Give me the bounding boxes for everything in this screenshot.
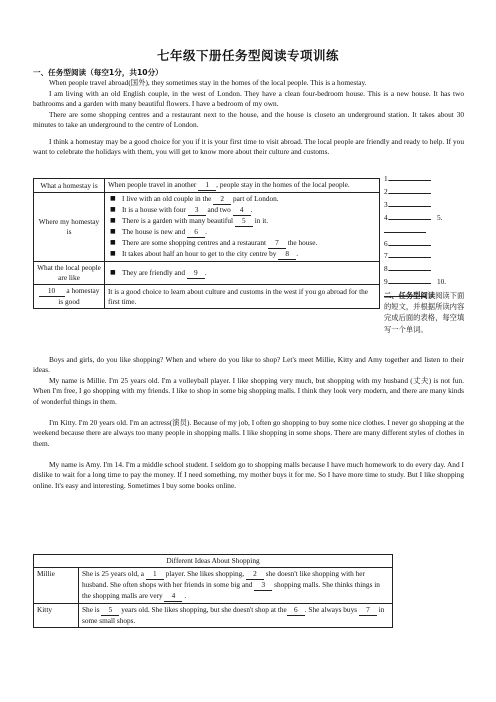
list-item: ■ There are some shopping centres and a restaurant 7 the house.	[108, 238, 376, 249]
passage2-paragraph-2: My name is Millie. I'm 25 years old. I'm a volleyball player. I like shopping very much, but shopping with my husband (丈夫) is not fun. When I'm free, I go shopping with my friends. I like to shop in some big shopping malls. I think they look very modern, and there are many kinds of wonderful things in them.	[33, 376, 464, 406]
list-item: ■ It is a house with four 3 and two 4 .	[108, 205, 376, 216]
blank-4[interactable]: 4	[233, 205, 251, 216]
row-content: When people travel in another 1 , people stay in the homes of the local people.	[105, 179, 380, 193]
row-content: It is a good choice to learn about culture and customs in the west if you go abroad for the first time.	[105, 285, 380, 309]
answer-line: 2.	[384, 185, 469, 198]
table-row	[34, 179, 380, 193]
section-2-intro	[384, 290, 468, 335]
table-row	[34, 285, 380, 309]
answer-line: 6.	[384, 237, 469, 250]
list-item: ■ It takes about half an hour to get to the city centre by 8 .	[108, 249, 376, 260]
row-label: What the local people are like	[34, 262, 105, 285]
paragraph-2: I am living with an old English couple, in the west of London. They have a clean four-bedroom house. This is a new house. It has two bathrooms and a garden with many beautiful flowers. I have a bedroom of my own.	[33, 88, 464, 108]
answer-line: 8.	[384, 262, 469, 275]
answer-input[interactable]	[389, 198, 431, 207]
blank-t2-3[interactable]: 3	[254, 580, 272, 591]
table-row	[34, 262, 380, 285]
row-label: Millie	[34, 568, 79, 604]
blank-10[interactable]: 10	[39, 286, 65, 297]
section-2-instructions: 阅读下面的短文，并根据所读内容完成后面的表格，每空填写一个单词。	[384, 291, 465, 334]
answer-input[interactable]	[384, 224, 426, 233]
blank-t2-4[interactable]: 4	[164, 591, 182, 602]
answer-input[interactable]	[389, 185, 431, 194]
answer-line: 1.	[384, 172, 469, 185]
row-content	[105, 193, 380, 262]
shopping-table	[33, 554, 393, 628]
row-label: 10 a homestay is good	[34, 285, 105, 309]
list-item: ■ The house is new and 6 .	[108, 227, 376, 238]
blank-t2-5[interactable]: 5	[101, 605, 119, 616]
answer-line: 7.	[384, 249, 469, 262]
blank-3[interactable]: 3	[188, 205, 206, 216]
blank-1[interactable]: 1	[198, 180, 216, 191]
answer-input[interactable]	[389, 172, 431, 181]
answer-input[interactable]	[389, 262, 431, 271]
passage2-paragraph-1: Boys and girls, do you like shopping? When and where do you like to shop? Let's meet Millie, Kitty and Amy together and listen to their ideas.	[33, 355, 464, 375]
row-content	[105, 262, 380, 285]
blank-t2-6[interactable]: 6	[287, 605, 305, 616]
passage2-paragraph-4: My name is Amy. I'm 14. I'm a middle school student. I seldom go to shopping malls because I have much homework to do every day. And I dislike to wait for a long time to pay the money. If I need something, my mother buys it for me. So I have more time to study. But I like shopping online. It's easy and interesting. Sometimes I buy some books online.	[33, 460, 464, 490]
paragraph-3: There are some shopping centres and a restaurant next to the house, and the house is closeto an underground station. It takes about 30 minutes to take an underground to the centre of London.	[33, 109, 464, 129]
table-row	[34, 193, 380, 262]
paragraph-1: When people travel abroad(国外), they sometimes stay in the homes of the local people. This is a homestay.	[49, 78, 367, 87]
page-title: 七年级下册任务型阅读专项训练	[156, 48, 339, 63]
answer-line	[384, 224, 469, 237]
table-row	[34, 568, 393, 604]
blank-t2-7[interactable]: 7	[359, 605, 377, 616]
blank-t2-2[interactable]: 2	[246, 569, 264, 580]
list-item: ■ I live with an old couple in the 2 part of London.	[108, 194, 376, 205]
blank-8[interactable]: 8	[278, 249, 296, 260]
table-heading: Different Ideas About Shopping	[34, 555, 393, 568]
answer-input[interactable]	[389, 249, 431, 258]
passage2-paragraph-3: I'm Kitty. I'm 20 years old. I'm an actress(演员). Because of my job, I often go shopping to buy some nice clothes. I never go shopping at the weekend because there are always too many people in shopping malls. I like shopping in some shops. There are many different styles of clothes in them.	[33, 418, 464, 448]
table-row	[34, 604, 393, 628]
row-label: What a homestay is	[34, 179, 105, 193]
homestay-table	[33, 178, 380, 309]
row-content: She is 5 years old. She likes shopping, but she doesn't shop at the 6 . She always buys 7 in some small shops.	[79, 604, 393, 628]
blank-6[interactable]: 6	[187, 227, 205, 238]
blank-5[interactable]: 5	[235, 216, 253, 227]
row-content: She is 25 years old, a 1 player. She likes shopping, 2 she doesn't like shopping with her husband. She often shops with her friends in some big and 3 shopping malls. She thinks things in the shopping malls are very 4 .	[79, 568, 393, 604]
row-label: Where my homestay is	[34, 193, 105, 262]
answer-line: 4. 5.	[384, 212, 443, 222]
blank-2[interactable]: 2	[213, 194, 231, 205]
answer-input[interactable]	[389, 237, 431, 246]
answer-line: 9. 10.	[384, 277, 447, 287]
list-item: ■ They are friendly and 9 .	[108, 268, 376, 279]
table-header-row	[34, 555, 393, 568]
section-2-heading: 二、任务型阅读	[384, 291, 436, 300]
answer-input[interactable]	[389, 275, 431, 284]
list-item: ■ There is a garden with many beautiful 5 in it.	[108, 216, 376, 227]
blank-t2-1[interactable]: 1	[146, 569, 164, 580]
section-1-heading: 一、任务型阅读（每空1分，共10分）	[33, 68, 163, 77]
answer-input[interactable]	[389, 211, 431, 220]
blank-9[interactable]: 9	[187, 268, 205, 279]
answer-sheet	[384, 172, 469, 301]
row-label: Kitty	[34, 604, 79, 628]
answer-line: 3.	[384, 198, 469, 211]
blank-7[interactable]: 7	[268, 238, 286, 249]
paragraph-4: I think a homestay may be a good choice for you if it is your first time to visit abroad. The local people are friendly and ready to help. If you want to celebrate the holidays with them, you will get to know more about their culture and customs.	[33, 137, 464, 157]
